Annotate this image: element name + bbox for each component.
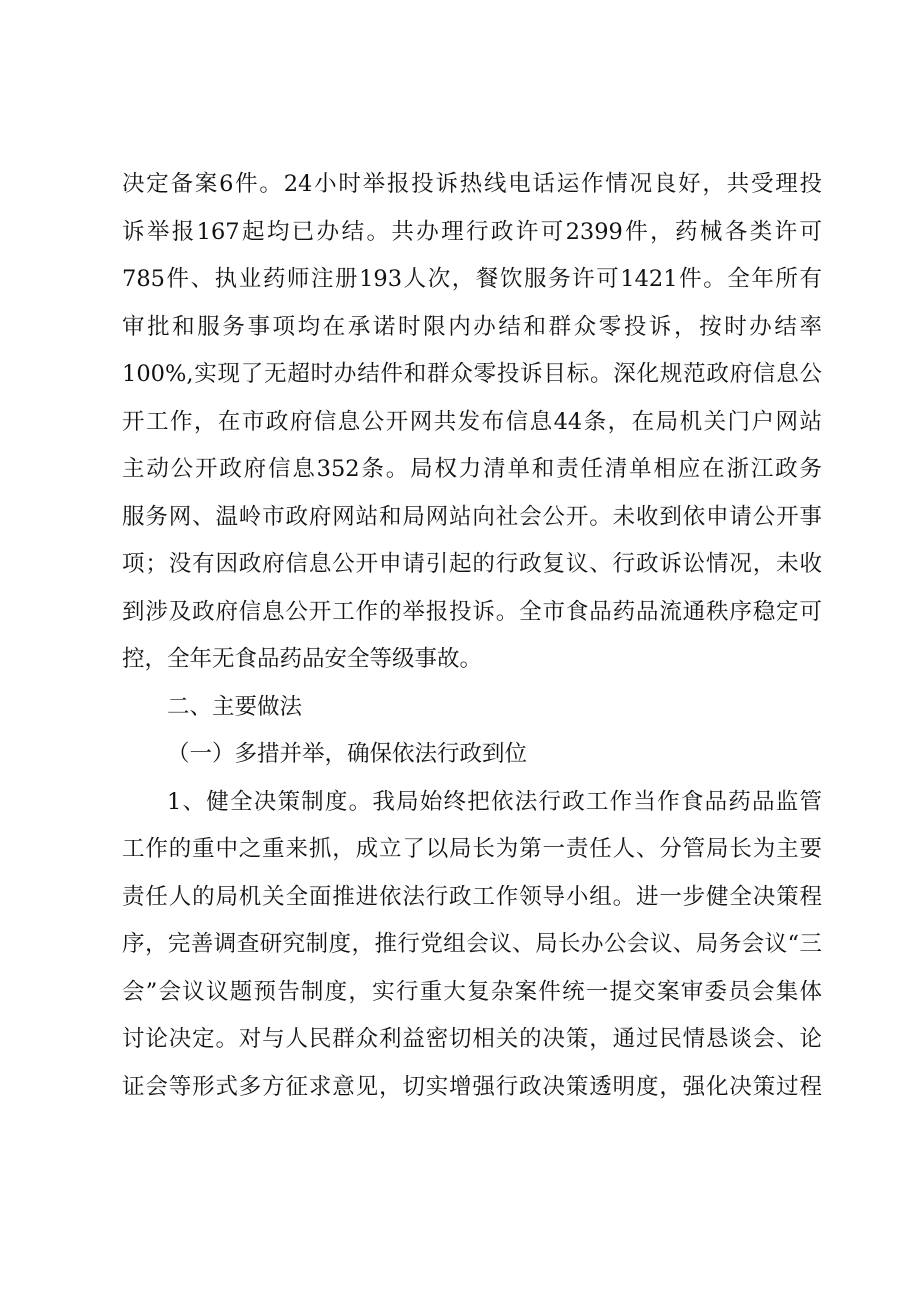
paragraph-line: 服务网、温岭市政府网站和局网站向社会公开。未收到依申请公开事 <box>122 503 822 530</box>
paragraph-line: 审批和服务事项均在承诺时限内办结和群众零投诉，按时办结率 <box>122 313 822 340</box>
paragraph-line: 讨论决定。对与人民群众利益密切相关的决策，通过民情恳谈会、论 <box>122 1026 822 1052</box>
paragraph-line: 1、健全决策制度。我局始终把依法行政工作当作食品药品监管 <box>167 788 822 815</box>
paragraph-line: 责任人的局机关全面推进依法行政工作领导小组。进一步健全决策程 <box>122 883 822 910</box>
paragraph-line: 序，完善调查研究制度，推行党组会议、局长办公会议、局务会议“三 <box>122 931 822 957</box>
paragraph-line: 开工作，在市政府信息公开网共发布信息44条，在局机关门户网站 <box>122 408 822 435</box>
paragraph-line: 控，全年无食品药品安全等级事故。 <box>122 646 483 672</box>
paragraph-line: 证会等形式多方征求意见，切实增强行政决策透明度，强化决策过程 <box>122 1073 822 1100</box>
paragraph-line: 项；没有因政府信息公开申请引起的行政复议、行政诉讼情况，未收 <box>122 551 822 577</box>
subsection-heading: （一）多措并举，确保依法行政到位 <box>167 741 528 767</box>
paragraph-line: 785件、执业药师注册193人次，餐饮服务许可1421件。全年所有 <box>122 266 822 292</box>
paragraph-line: 会”会议议题预告制度，实行重大复杂案件统一提交案审委员会集体 <box>122 978 822 1005</box>
paragraph-line: 决定备案6件。24小时举报投诉热线电话运作情况良好，共受理投 <box>122 171 822 197</box>
body-text <box>122 161 822 1111</box>
paragraph-line: 工作的重中之重来抓，成立了以局长为第一责任人、分管局长为主要 <box>122 836 822 862</box>
paragraph-line: 到涉及政府信息公开工作的举报投诉。全市食品药品流通秩序稳定可 <box>122 598 822 625</box>
paragraph-line: 诉举报167起均已办结。共办理行政许可2399件，药械各类许可 <box>122 218 822 245</box>
section-heading: 二、主要做法 <box>167 693 303 720</box>
paragraph-line: 100%,实现了无超时办结件和群众零投诉目标。深化规范政府信息公 <box>122 361 822 387</box>
paragraph-line: 主动公开政府信息352条。局权力清单和责任清单相应在浙江政务 <box>122 456 822 482</box>
